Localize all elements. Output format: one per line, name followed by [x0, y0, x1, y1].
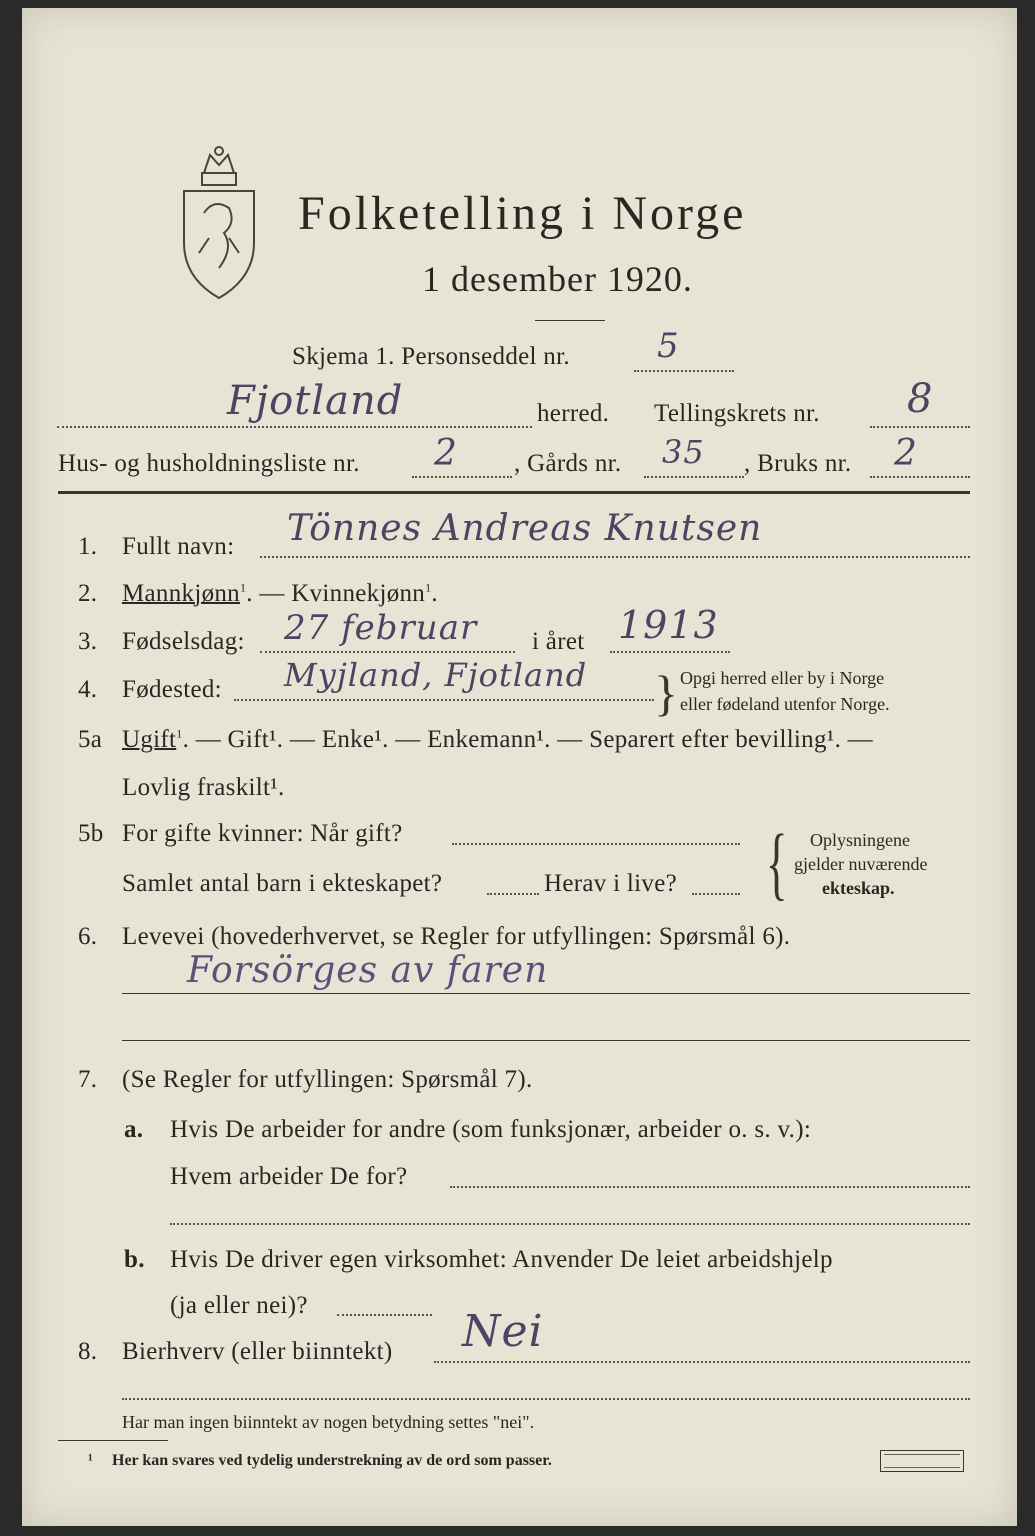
q2-number: 2. [78, 580, 98, 607]
q5b-label-3: Herav i live? [544, 870, 678, 897]
marital-line-2: Lovlig fraskilt¹. [122, 774, 285, 801]
birthplace-note-2: eller fødeland utenfor Norge. [680, 694, 890, 714]
tellingskrets-label: Tellingskrets nr. [654, 400, 820, 427]
personseddel-nr: 5 [657, 326, 680, 366]
q7a-question: Hvem arbeider De for? [170, 1163, 408, 1190]
q7-label: (Se Regler for utfyllingen: Spørsmål 7). [122, 1066, 533, 1093]
skjema-label: Skjema 1. Personseddel nr. [292, 343, 570, 370]
q8-label: Bierhverv (eller biinntekt) [122, 1338, 393, 1365]
q5b-note-2: gjelder nuværende [794, 854, 928, 874]
form-date: 1 desember 1920. [422, 259, 693, 299]
birthplace-value: Myjland, Fjotland [284, 656, 588, 694]
birth-year-value: 1913 [618, 603, 719, 647]
title-divider [535, 320, 605, 321]
q5b-label-1: For gifte kvinner: Når gift? [122, 820, 403, 847]
form-title: Folketelling i Norge [298, 187, 747, 240]
q6-number: 6. [78, 923, 98, 950]
norwegian-lion-crest-icon [174, 143, 264, 303]
gards-label: , Gårds nr. [514, 450, 622, 477]
q8-number: 8. [78, 1338, 98, 1365]
bruks-nr: 2 [894, 433, 918, 474]
hus-label: Hus- og husholdningsliste nr. [58, 450, 360, 477]
sex-female-option: Kvinnekjønn [291, 580, 426, 607]
q5b-number: 5b [78, 820, 104, 847]
bottom-note: Har man ingen biinntekt av nogen betydning settes "nei". [122, 1412, 535, 1432]
year-label: i året [532, 628, 585, 655]
q4-label: Fødested: [122, 676, 222, 703]
herred-value: Fjotland [227, 378, 404, 424]
q5b-label-2: Samlet antal barn i ekteskapet? [122, 870, 443, 897]
q1-label: Fullt navn: [122, 533, 235, 560]
gards-nr: 35 [662, 433, 705, 471]
livelihood-value: Forsörges av faren [187, 950, 549, 991]
census-form: Folketelling i Norge 1 desember 1920. Skjema 1. Personseddel nr. 5 Fjotland herred. Tellingskrets nr. 8 Hus- og husholdningsliste nr. 2 , Gårds nr. 35 , Bruks nr. 2 1. Fullt navn: Tönnes Andreas Knutsen 2. Mannkjønn$^1$. — Kvinnekjønn$^1$. 3. Fødselsdag: 27 februar i året 1913 4. Fødested: Myjland, Fjotland } Opgi herred eller by i Norge eller fødeland utenfor Norge. 5a Ugift$^1$. — Gift¹. — Enke¹. — Enkemann¹. — Separert efter bevilling¹. — Lovlig fraskilt¹. 5b For gifte kvinner: Når gift? Samlet antal barn i ekteskapet? Herav i live? { Oplysningene gjelder nuværende ekteskap. 6. Levevei (hovederhvervet, se Regler for utfyllingen: Spørsmål 6). Forsörges av faren 7. (Se Regler for utfyllingen: Spørsmål 7). a. Hvis De arbeider for andre (som funksjonær, arbeider o. s. v.): Hvem arbeider De for? b. Hvis De driver egen virksomhet: Anvender De leiet arbeidshjelp (ja eller nei)? 8. Bierhverv (eller biinntekt) Nei Har man ingen biinntekt av nogen betydning settes "nei". ¹ Her kan svares ved tydelig understrekning av de ord som passer. [22, 8, 1017, 1526]
q1-number: 1. [78, 533, 98, 560]
q4-number: 4. [78, 676, 98, 703]
q2-options: Mannkjønn$^1$. — Kvinnekjønn$^1$. [122, 580, 438, 607]
q5a-number: 5a [78, 726, 103, 753]
q7-number: 7. [78, 1066, 98, 1093]
header-divider [58, 491, 970, 494]
q3-number: 3. [78, 628, 98, 655]
q7b-letter: b. [124, 1246, 145, 1273]
birthplace-note-1: Opgi herred eller by i Norge [680, 668, 885, 688]
tellingskrets-nr: 8 [907, 376, 934, 422]
footnote-text: Her kan svares ved tydelig understrekning av de ord som passer. [112, 1452, 552, 1469]
side-income-value: Nei [462, 1306, 544, 1357]
marital-ugift-option: Ugift [122, 726, 177, 753]
q5b-note-3: ekteskap. [822, 878, 895, 898]
bruks-label: , Bruks nr. [744, 450, 852, 477]
q7a-letter: a. [124, 1116, 144, 1143]
q7a-text: Hvis De arbeider for andre (som funksjonær, arbeider o. s. v.): [170, 1116, 812, 1143]
hus-nr: 2 [434, 433, 458, 474]
q5b-note-1: Oplysningene [810, 830, 910, 850]
q7b-text: Hvis De driver egen virksomhet: Anvender De leiet arbeidshjelp [170, 1246, 833, 1273]
herred-label: herred. [537, 400, 610, 427]
marital-status-options: Ugift$^1$. — Gift¹. — Enke¹. — Enkemann¹. — Separert efter bevilling¹. — [122, 726, 873, 753]
printer-stamp [880, 1450, 964, 1472]
footnote-marker: ¹ [88, 1452, 93, 1469]
q7b-question: (ja eller nei)? [170, 1292, 308, 1319]
q6-label: Levevei (hovederhvervet, se Regler for utfyllingen: Spørsmål 6). [122, 923, 791, 950]
sex-male-option: Mannkjønn [122, 580, 240, 607]
q3-label: Fødselsdag: [122, 628, 245, 655]
birth-date-value: 27 februar [284, 608, 478, 648]
full-name-value: Tönnes Andreas Knutsen [287, 508, 763, 549]
